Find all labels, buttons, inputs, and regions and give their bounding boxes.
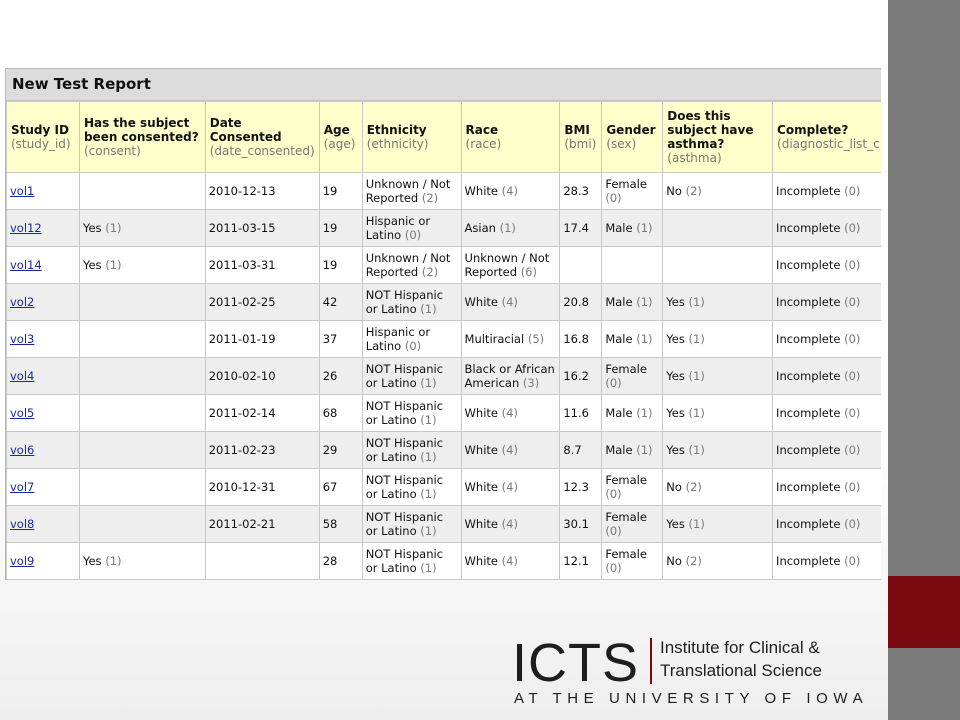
cell-complete <box>773 247 881 284</box>
cell-value: White <box>464 443 498 457</box>
study-id-link[interactable]: vol9 <box>10 554 35 568</box>
cell-consent <box>79 432 205 469</box>
cell-code: (0) <box>844 258 861 272</box>
cell-code: (1) <box>688 443 705 457</box>
cell-gender <box>602 173 663 210</box>
cell-value: Male <box>605 295 633 309</box>
cell-race <box>461 395 560 432</box>
logo-tagline: AT THE UNIVERSITY OF IOWA <box>514 690 869 707</box>
cell-code: (1) <box>420 487 437 501</box>
cell-value: 68 <box>322 406 338 420</box>
cell-race <box>461 358 560 395</box>
cell-code: (0) <box>605 524 622 538</box>
cell-bmi <box>560 543 602 580</box>
cell-complete <box>773 284 881 321</box>
column-header[interactable]: Gender (sex) <box>602 102 663 173</box>
table-header-row <box>7 102 882 173</box>
cell-code: (6) <box>520 265 537 279</box>
cell-asthma <box>663 210 773 247</box>
cell-age <box>319 358 362 395</box>
cell-ethnicity <box>362 358 461 395</box>
study-id-link[interactable]: vol2 <box>10 295 35 309</box>
cell-code: (2) <box>685 480 702 494</box>
cell-value: NOT Hispanic or Latino <box>365 399 444 427</box>
cell-code: (1) <box>420 450 437 464</box>
cell-code: (0) <box>844 332 861 346</box>
cell-code: (1) <box>636 332 653 346</box>
report-screenshot <box>5 68 881 580</box>
cell-code: (1) <box>688 406 705 420</box>
cell-date <box>205 506 319 543</box>
logo-institute-line: Institute for Clinical & <box>660 638 820 657</box>
cell-race <box>461 210 560 247</box>
cell-value: Yes <box>666 295 685 309</box>
cell-asthma <box>663 358 773 395</box>
cell-date <box>205 432 319 469</box>
cell-id[interactable] <box>7 321 80 358</box>
cell-value: 29 <box>322 443 338 457</box>
cell-consent <box>79 469 205 506</box>
cell-value: Unknown / Not Reported <box>365 251 451 279</box>
cell-value: White <box>464 406 498 420</box>
cell-consent <box>79 247 205 284</box>
cell-bmi <box>560 358 602 395</box>
cell-gender <box>602 321 663 358</box>
cell-complete <box>773 210 881 247</box>
cell-consent <box>79 395 205 432</box>
cell-code: (1) <box>688 369 705 383</box>
cell-asthma <box>663 543 773 580</box>
cell-value: White <box>464 554 498 568</box>
cell-id[interactable] <box>7 543 80 580</box>
cell-age <box>319 284 362 321</box>
cell-race <box>461 543 560 580</box>
cell-bmi <box>560 210 602 247</box>
cell-consent <box>79 210 205 247</box>
cell-bmi <box>560 247 602 284</box>
cell-code: (4) <box>501 554 518 568</box>
cell-value: NOT Hispanic or Latino <box>365 547 444 575</box>
cell-value: Incomplete <box>776 369 841 383</box>
study-id-link[interactable]: vol6 <box>10 443 35 457</box>
table-row <box>7 284 882 321</box>
cell-value: Yes <box>666 517 685 531</box>
cell-code: (1) <box>105 258 122 272</box>
cell-code: (1) <box>105 221 122 235</box>
cell-code: (1) <box>636 443 653 457</box>
study-id-link[interactable]: vol5 <box>10 406 35 420</box>
cell-code: (0) <box>605 487 622 501</box>
cell-value: Male <box>605 406 633 420</box>
cell-value: No <box>666 554 682 568</box>
cell-asthma <box>663 284 773 321</box>
cell-value: Multiracial <box>464 332 525 346</box>
cell-code: (0) <box>605 191 622 205</box>
cell-complete <box>773 395 881 432</box>
cell-value: 19 <box>322 184 338 198</box>
cell-value: 2010-02-10 <box>208 369 276 383</box>
study-id-link[interactable]: vol3 <box>10 332 35 346</box>
column-header[interactable]: Ethnicity (ethnicity) <box>362 102 461 173</box>
table-row <box>7 506 882 543</box>
cell-ethnicity <box>362 321 461 358</box>
cell-code: (0) <box>605 561 622 575</box>
cell-value: Yes <box>666 369 685 383</box>
cell-gender <box>602 247 663 284</box>
cell-value: Incomplete <box>776 258 841 272</box>
cell-value: Incomplete <box>776 221 841 235</box>
cell-consent <box>79 284 205 321</box>
cell-bmi <box>560 469 602 506</box>
logo-science-line: Translational Science <box>660 661 822 680</box>
cell-id[interactable] <box>7 173 80 210</box>
table-row <box>7 358 882 395</box>
cell-ethnicity <box>362 506 461 543</box>
cell-value: Incomplete <box>776 184 841 198</box>
cell-race <box>461 247 560 284</box>
cell-asthma <box>663 469 773 506</box>
cell-value: 67 <box>322 480 338 494</box>
cell-code: (1) <box>499 221 516 235</box>
cell-complete <box>773 358 881 395</box>
cell-code: (1) <box>636 406 653 420</box>
cell-code: (1) <box>688 332 705 346</box>
cell-age <box>319 395 362 432</box>
cell-value: Incomplete <box>776 480 841 494</box>
cell-value: 58 <box>322 517 338 531</box>
cell-value: Incomplete <box>776 295 841 309</box>
cell-code: (1) <box>420 524 437 538</box>
cell-gender <box>602 543 663 580</box>
report-panel <box>5 68 881 580</box>
cell-value: 2011-02-23 <box>208 443 276 457</box>
table-row <box>7 173 882 210</box>
cell-gender <box>602 284 663 321</box>
column-header[interactable]: Race (race) <box>461 102 560 173</box>
cell-code: (0) <box>844 443 861 457</box>
cell-value: 16.8 <box>563 332 589 346</box>
cell-race <box>461 321 560 358</box>
cell-value: Asian <box>464 221 496 235</box>
cell-complete <box>773 321 881 358</box>
cell-gender <box>602 432 663 469</box>
cell-value: No <box>666 184 682 198</box>
cell-id[interactable] <box>7 210 80 247</box>
cell-value: Incomplete <box>776 443 841 457</box>
cell-value: White <box>464 480 498 494</box>
cell-bmi <box>560 506 602 543</box>
cell-race <box>461 173 560 210</box>
cell-code: (2) <box>421 265 439 279</box>
cell-value: 12.1 <box>563 554 589 568</box>
cell-code: (1) <box>420 376 437 390</box>
cell-code: (0) <box>605 376 622 390</box>
report-title: New Test Report <box>6 69 881 101</box>
cell-value: White <box>464 517 498 531</box>
column-header[interactable]: Date Consented (date_consented) <box>205 102 319 173</box>
column-header[interactable]: Study ID (study_id) <box>7 102 80 173</box>
cell-age <box>319 210 362 247</box>
cell-code: (1) <box>420 302 437 316</box>
cell-code: (5) <box>527 332 545 346</box>
cell-value: 12.3 <box>563 480 589 494</box>
cell-value: No <box>666 480 682 494</box>
cell-value: Female <box>605 547 647 561</box>
cell-code: (0) <box>844 517 861 531</box>
cell-code: (1) <box>105 554 122 568</box>
cell-ethnicity <box>362 395 461 432</box>
cell-bmi <box>560 432 602 469</box>
cell-age <box>319 321 362 358</box>
cell-code: (4) <box>501 480 518 494</box>
cell-race <box>461 469 560 506</box>
cell-value: NOT Hispanic or Latino <box>365 473 444 501</box>
cell-code: (1) <box>420 561 437 575</box>
cell-value: 16.2 <box>563 369 589 383</box>
cell-value: 37 <box>322 332 338 346</box>
cell-bmi <box>560 321 602 358</box>
cell-code: (0) <box>404 339 422 353</box>
cell-date <box>205 321 319 358</box>
cell-consent <box>79 358 205 395</box>
table-row <box>7 321 882 358</box>
cell-complete <box>773 506 881 543</box>
cell-date <box>205 173 319 210</box>
cell-value: Yes <box>82 221 102 235</box>
cell-value: Incomplete <box>776 406 841 420</box>
cell-code: (4) <box>501 406 518 420</box>
cell-date <box>205 210 319 247</box>
cell-id[interactable] <box>7 247 80 284</box>
cell-code: (1) <box>636 221 653 235</box>
cell-value: Male <box>605 443 633 457</box>
cell-value: Incomplete <box>776 332 841 346</box>
cell-code: (4) <box>501 443 518 457</box>
cell-value: Male <box>605 221 633 235</box>
cell-code: (1) <box>688 517 705 531</box>
cell-age <box>319 247 362 284</box>
cell-value: 17.4 <box>563 221 589 235</box>
cell-value: Yes <box>82 554 102 568</box>
cell-gender <box>602 469 663 506</box>
cell-ethnicity <box>362 173 461 210</box>
cell-value: 2011-03-31 <box>208 258 276 272</box>
cell-value: 2010-12-13 <box>208 184 276 198</box>
cell-code: (0) <box>844 369 861 383</box>
cell-age <box>319 506 362 543</box>
cell-value: 42 <box>322 295 338 309</box>
table-row <box>7 247 882 284</box>
table-row <box>7 395 882 432</box>
cell-value: Female <box>605 362 647 376</box>
cell-ethnicity <box>362 284 461 321</box>
column-header[interactable]: Complete? (diagnostic_list_c <box>773 102 881 173</box>
cell-value: 2011-03-15 <box>208 221 276 235</box>
cell-code: (0) <box>844 184 861 198</box>
cell-value: 2011-01-19 <box>208 332 276 346</box>
cell-code: (1) <box>636 295 653 309</box>
cell-value: 2010-12-31 <box>208 480 276 494</box>
cell-value: Unknown / Not Reported <box>464 251 550 279</box>
cell-bmi <box>560 173 602 210</box>
cell-gender <box>602 506 663 543</box>
cell-date <box>205 358 319 395</box>
icts-logo <box>512 632 869 712</box>
cell-asthma <box>663 173 773 210</box>
cell-value: Female <box>605 473 647 487</box>
logo-letters: ICTS <box>512 633 640 693</box>
cell-value: NOT Hispanic or Latino <box>365 510 444 538</box>
cell-gender <box>602 210 663 247</box>
study-id-link[interactable]: vol8 <box>10 517 35 531</box>
cell-value: Male <box>605 332 633 346</box>
cell-ethnicity <box>362 543 461 580</box>
cell-code: (4) <box>501 517 518 531</box>
cell-value: Yes <box>82 258 102 272</box>
cell-value: Black or African American <box>464 362 555 390</box>
study-id-link[interactable]: vol1 <box>10 184 35 198</box>
cell-code: (1) <box>420 413 437 427</box>
cell-value: NOT Hispanic or Latino <box>365 362 444 390</box>
column-header[interactable]: Does this subject have asthma? (asthma) <box>663 102 773 173</box>
cell-date <box>205 543 319 580</box>
cell-code: (2) <box>685 554 702 568</box>
table-row <box>7 432 882 469</box>
cell-age <box>319 173 362 210</box>
cell-code: (0) <box>844 295 861 309</box>
cell-code: (0) <box>844 221 861 235</box>
cell-id[interactable] <box>7 395 80 432</box>
cell-race <box>461 432 560 469</box>
column-header[interactable]: BMI (bmi) <box>560 102 602 173</box>
table-row <box>7 210 882 247</box>
cell-value: Incomplete <box>776 554 841 568</box>
cell-code: (1) <box>688 295 705 309</box>
cell-value: 19 <box>322 258 338 272</box>
cell-value: Yes <box>666 443 685 457</box>
logo-divider <box>650 638 652 684</box>
cell-race <box>461 284 560 321</box>
cell-age <box>319 432 362 469</box>
cell-asthma <box>663 395 773 432</box>
cell-asthma <box>663 247 773 284</box>
cell-value: 30.1 <box>563 517 589 531</box>
cell-code: (0) <box>844 406 861 420</box>
cell-value: Incomplete <box>776 517 841 531</box>
study-id-link[interactable]: vol14 <box>10 258 42 272</box>
cell-value: Female <box>605 177 647 191</box>
cell-value: Yes <box>666 406 685 420</box>
cell-code: (4) <box>501 184 518 198</box>
column-header[interactable]: Has the subject been consented? (consent) <box>79 102 205 173</box>
cell-consent <box>79 321 205 358</box>
cell-date <box>205 284 319 321</box>
cell-code: (0) <box>404 228 422 242</box>
cell-code: (3) <box>522 376 540 390</box>
cell-id[interactable] <box>7 506 80 543</box>
cell-value: 2011-02-14 <box>208 406 276 420</box>
cell-complete <box>773 173 881 210</box>
cell-value: 20.8 <box>563 295 589 309</box>
cell-id[interactable] <box>7 284 80 321</box>
cell-asthma <box>663 506 773 543</box>
table-row <box>7 469 882 506</box>
cell-age <box>319 543 362 580</box>
cell-consent <box>79 543 205 580</box>
cell-consent <box>79 173 205 210</box>
cell-value: Unknown / Not Reported <box>365 177 451 205</box>
cell-date <box>205 395 319 432</box>
cell-value: 26 <box>322 369 338 383</box>
cell-value: 2011-02-21 <box>208 517 276 531</box>
column-header[interactable]: Age (age) <box>319 102 362 173</box>
side-accent-block <box>888 576 960 648</box>
cell-asthma <box>663 321 773 358</box>
cell-value: Yes <box>666 332 685 346</box>
cell-code: (2) <box>685 184 702 198</box>
cell-value: Hispanic or Latino <box>365 325 431 353</box>
cell-bmi <box>560 284 602 321</box>
cell-value: Female <box>605 510 647 524</box>
cell-value: 19 <box>322 221 338 235</box>
cell-gender <box>602 358 663 395</box>
cell-age <box>319 469 362 506</box>
cell-code: (4) <box>501 295 518 309</box>
cell-value: 28.3 <box>563 184 589 198</box>
cell-value: 2011-02-25 <box>208 295 276 309</box>
cell-consent <box>79 506 205 543</box>
cell-value: Hispanic or Latino <box>365 214 431 242</box>
study-id-link[interactable]: vol12 <box>10 221 42 235</box>
cell-gender <box>602 395 663 432</box>
cell-id[interactable] <box>7 432 80 469</box>
cell-asthma <box>663 432 773 469</box>
cell-code: (0) <box>844 554 861 568</box>
cell-value: 28 <box>322 554 338 568</box>
cell-code: (0) <box>844 480 861 494</box>
cell-ethnicity <box>362 247 461 284</box>
cell-code: (2) <box>421 191 439 205</box>
cell-ethnicity <box>362 210 461 247</box>
cell-id[interactable] <box>7 469 80 506</box>
cell-ethnicity <box>362 469 461 506</box>
cell-complete <box>773 469 881 506</box>
study-id-link[interactable]: vol7 <box>10 480 35 494</box>
cell-race <box>461 506 560 543</box>
cell-value: NOT Hispanic or Latino <box>365 288 444 316</box>
cell-id[interactable] <box>7 358 80 395</box>
cell-value: NOT Hispanic or Latino <box>365 436 444 464</box>
cell-value: White <box>464 295 498 309</box>
cell-date <box>205 247 319 284</box>
cell-complete <box>773 543 881 580</box>
table-row <box>7 543 882 580</box>
cell-date <box>205 469 319 506</box>
cell-value: 11.6 <box>563 406 589 420</box>
cell-complete <box>773 432 881 469</box>
report-table <box>6 101 881 580</box>
cell-value: 8.7 <box>563 443 582 457</box>
study-id-link[interactable]: vol4 <box>10 369 35 383</box>
cell-bmi <box>560 395 602 432</box>
cell-value: White <box>464 184 498 198</box>
cell-ethnicity <box>362 432 461 469</box>
